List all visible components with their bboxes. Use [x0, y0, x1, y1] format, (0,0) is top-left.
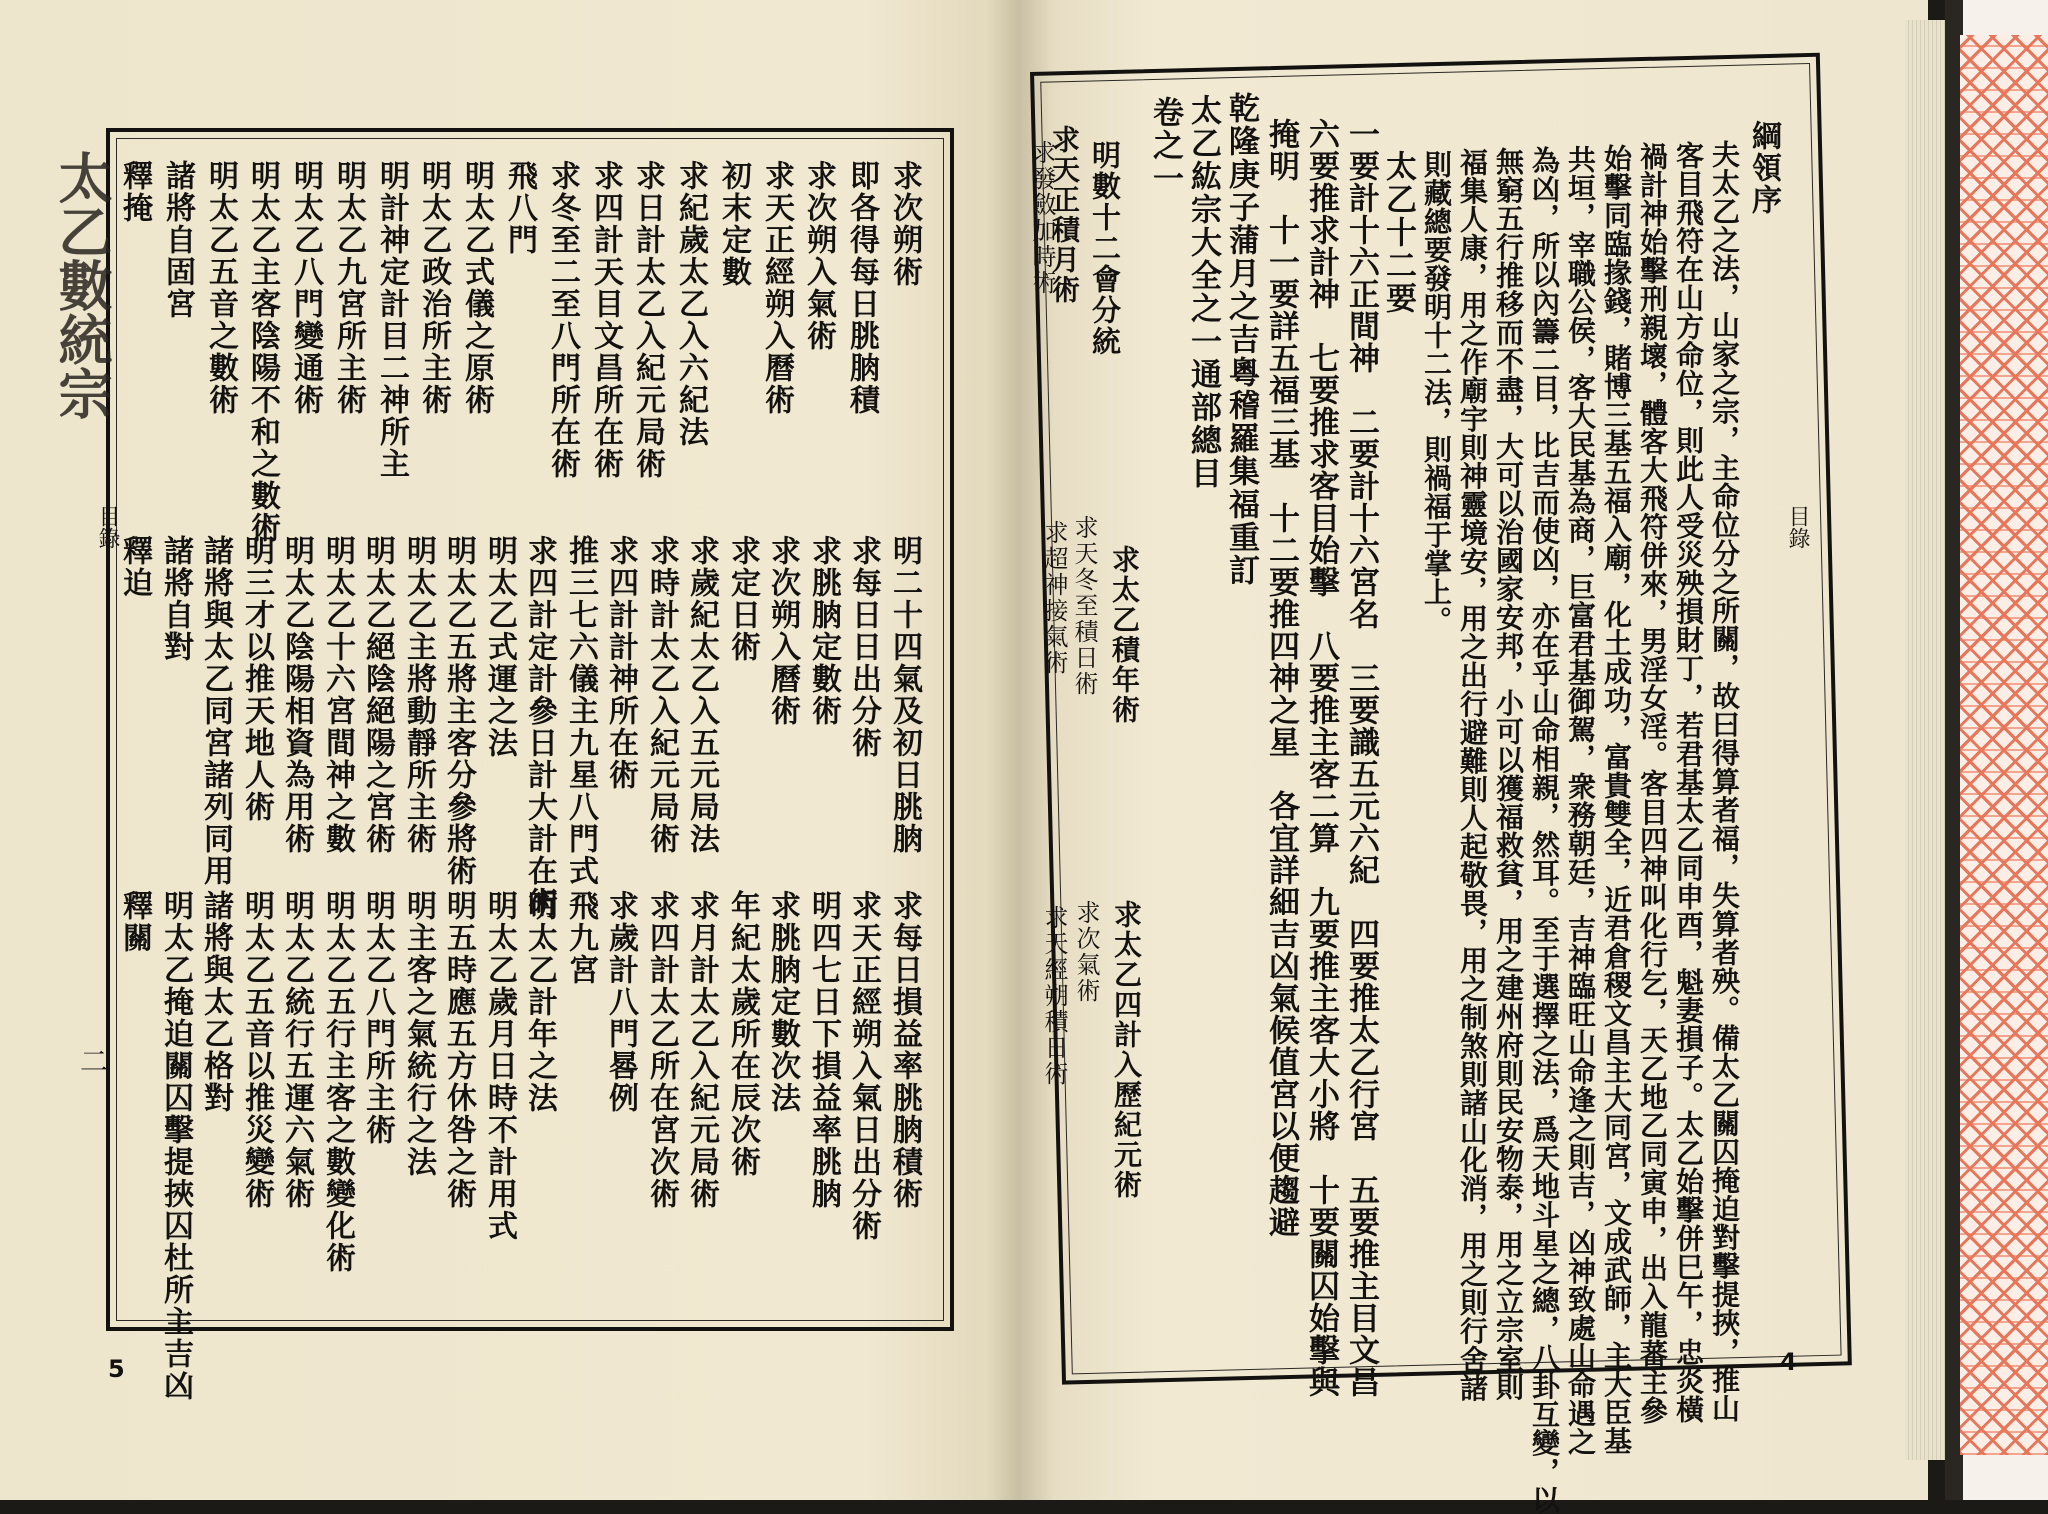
left-toc-entry: 釋迫	[117, 535, 152, 599]
left-toc-entry: 明二十四氣及初日朓朒	[887, 535, 922, 855]
preface-title: 綱領序	[1746, 120, 1781, 216]
left-toc-entry: 明太乙式運之法	[482, 535, 517, 759]
left-toc-entry: 明太乙十六宮間神之數	[320, 535, 355, 855]
volume-entry-sub: 求超神接氣術	[1040, 520, 1068, 676]
volume-entry-sub: 求天冬至積日術	[1070, 515, 1098, 697]
twelve-essentials-line: 六要推求計神 七要推求客目始擊 八要推主客二算 九要推主客大小將 十要關囚始擊與	[1303, 118, 1339, 1398]
left-section-tab: 目錄	[95, 505, 120, 549]
preface-line: 夫太乙之法，山家之宗，主命位分之所關，故曰得算者福，失算者殃。備太乙關囚掩迫對擊提挾，推山	[1708, 140, 1741, 1423]
preface-line: 共垣，宰職公侯，客大民基為商，巨富君基御駕，衆務朝廷，吉神臨旺山命逢之則吉，凶神致處山命遇之	[1564, 144, 1597, 1456]
left-toc-entry: 求日計太乙入紀元局術	[630, 160, 665, 480]
preface-line: 禍計神始擊刑親壞，體客大飛符併來，男淫女淫。客目四神叫化行乞，天乙地乙同寅申，出入龍蕃主參	[1636, 142, 1669, 1425]
left-running-title: 太乙數統宗	[50, 150, 114, 420]
left-toc-entry: 明太乙統行五運六氣術	[279, 890, 314, 1210]
right-page-number: 4	[1780, 1348, 1797, 1376]
left-toc-entry: 明五時應五方休咎之術	[441, 890, 476, 1210]
left-toc-entry: 明主客之氣統行之法	[401, 890, 436, 1178]
left-toc-entry: 求每日日出分術	[846, 535, 881, 759]
left-toc-entry: 即各得每日朓朒積	[844, 160, 879, 416]
left-toc-entry: 求紀歲太乙入六紀法	[673, 160, 708, 448]
left-toc-entry: 明太乙九宮所主術	[331, 160, 366, 416]
left-toc-entry: 推三七六儀主九星八門式	[563, 535, 598, 887]
left-toc-entry: 明太乙主客陰陽不和之數術	[245, 160, 280, 544]
left-toc-entry: 年紀太歲所在辰次術	[725, 890, 760, 1178]
preface-line: 無窮五行推移而不盡，大可以治國家安邦，小可以獲福救貧，用之建州府則民安物泰，用之立宗室則	[1492, 147, 1525, 1402]
preface-line: 始擊同臨掾錢，賭博三基五福入廟，化土成功，富貴雙全，近君倉稷文昌主大同宮，文成武師，主大臣基	[1600, 143, 1633, 1455]
right-section-tab: 目錄	[1785, 505, 1810, 549]
left-toc-entry: 明太乙絕陰絕陽之宮術	[360, 535, 395, 855]
left-toc-entry: 求次朔入氣術	[801, 160, 836, 352]
left-toc-entry: 明太乙主將動靜所主術	[401, 535, 436, 855]
left-toc-entry: 求次朔入曆術	[765, 535, 800, 727]
colophon-line: 太乙紘宗大全之一通部總目	[1185, 94, 1221, 490]
left-toc-entry: 諸將自對	[158, 535, 193, 663]
left-toc-entry: 明三才以推天地人術	[239, 535, 274, 823]
volume-entry-title: 求太乙四計入歷紀元術	[1110, 900, 1143, 1200]
left-toc-entry: 諸將與太乙格對	[198, 890, 233, 1114]
left-toc-entry: 求次朔術	[887, 160, 922, 288]
twelve-essentials-line: 掩明 十一要詳五福三基 十二要推四神之星 各宜詳細吉凶氣候值宮以便趨避	[1263, 118, 1299, 1238]
left-toc-entry: 求冬至二至八門所在術	[545, 160, 580, 480]
left-toc-entry: 求定日術	[725, 535, 760, 663]
left-toc-entry: 求天正經朔入曆術	[759, 160, 794, 416]
left-toc-entry: 明太乙政治所主術	[416, 160, 451, 416]
left-toc-entry: 求歲計八門晷例	[603, 890, 638, 1114]
volume-entry-sub: 求天經朔積日術	[1040, 905, 1068, 1087]
colophon-line: 乾隆庚子蒲月之吉粵稽羅集福重訂	[1223, 92, 1259, 587]
left-toc-entry: 明太乙五行主客之數變化術	[320, 890, 355, 1274]
left-toc-entry: 飛八門	[502, 160, 537, 256]
left-toc-entry: 釋關	[117, 890, 152, 954]
left-toc-entry: 求每日損益率朓朒積術	[887, 890, 922, 1210]
left-folio: 二	[80, 1045, 109, 1078]
left-toc-entry: 明計神定計目二神所主	[374, 160, 409, 480]
left-toc-entry: 明太乙式儀之原術	[459, 160, 494, 416]
page-edges	[1905, 20, 1947, 1460]
volume-entry-title: 求太乙積年術	[1108, 545, 1141, 725]
left-toc-entry: 諸將與太乙同宮諸列同用	[198, 535, 233, 887]
left-toc-entry: 初末定數	[716, 160, 751, 288]
left-toc-entry: 求時計太乙入紀元局術	[644, 535, 679, 855]
left-toc-entry: 求四計太乙所在宮次術	[644, 890, 679, 1210]
cover-pattern	[1960, 35, 2048, 1455]
left-toc-entry: 明太乙計年之法	[522, 890, 557, 1114]
left-toc-entry: 求月計太乙入紀元局術	[684, 890, 719, 1210]
left-toc-entry: 求四計天目文昌所在術	[588, 160, 623, 480]
left-toc-entry: 求天正經朔入氣日出分術	[846, 890, 881, 1242]
left-toc-entry: 求朓朒定數術	[806, 535, 841, 727]
left-toc-entry: 釋掩	[117, 160, 152, 224]
left-toc-entry: 明太乙五音以推災變術	[239, 890, 274, 1210]
left-toc-entry: 明太乙五將主客分參將術	[441, 535, 476, 887]
left-toc-entry: 明太乙陰陽相資為用術	[279, 535, 314, 855]
volume-title: 明數十二會分統	[1088, 140, 1122, 357]
left-toc-entry: 明太乙八門所主術	[360, 890, 395, 1146]
preface-line: 則藏總要發明十二法，則禍福于掌上。	[1420, 149, 1453, 635]
left-toc-entry: 明太乙歲月日時不計用式	[482, 890, 517, 1242]
left-page-number: 5	[108, 1355, 125, 1383]
preface-line: 福集人康，用之作廟宇則神靈境安，用之出行避難則人起敬畏，用之制煞則諸山化消，用之則行舍諸	[1456, 148, 1489, 1403]
left-toc-entry: 求四計計神所在術	[603, 535, 638, 791]
left-toc-entry: 飛九宮	[563, 890, 598, 986]
twelve-essentials-line: 一要計十六正間神 二要計十六宮名 三要識五元六紀 四要推太乙行宮 五要推主目文昌	[1343, 118, 1379, 1398]
left-toc-entry: 明四七日下損益率朓朒	[806, 890, 841, 1210]
left-toc-entry: 求四計定計參日計大計在術	[522, 535, 557, 919]
left-toc-entry: 求歲紀太乙入五元局法	[684, 535, 719, 855]
left-toc-entry: 明太乙八門變通術	[288, 160, 323, 416]
left-toc-entry: 諸將自固宮	[160, 160, 195, 320]
colophon-line: 卷之一	[1147, 96, 1183, 195]
twelve-essentials-title: 太乙十二要	[1380, 150, 1416, 315]
preface-line: 客目飛符在山方命位，則此人受災殃損財丁，若君基太乙同申酉，魁妻損子。太乙始擊併巳午，忠炎橫	[1672, 141, 1705, 1424]
left-toc-entry: 求朓朒定數次法	[765, 890, 800, 1114]
left-toc-entry: 明太乙五音之數術	[203, 160, 238, 416]
volume-entry-sub: 求次氣術	[1072, 900, 1100, 1004]
preface-line: 為凶，所以內籌二目，比吉而使凶，亦在乎山命相親，然耳。至于選擇之法，爲天地斗星之總，八卦互變，以	[1528, 146, 1561, 1514]
left-toc-entry: 明太乙掩迫關囚擊提挾囚杜所主吉凶	[158, 890, 193, 1402]
volume-entry-title: 求天正積月術	[1048, 125, 1081, 305]
volume-entry-sub: 求發斂加時術	[1028, 140, 1056, 296]
